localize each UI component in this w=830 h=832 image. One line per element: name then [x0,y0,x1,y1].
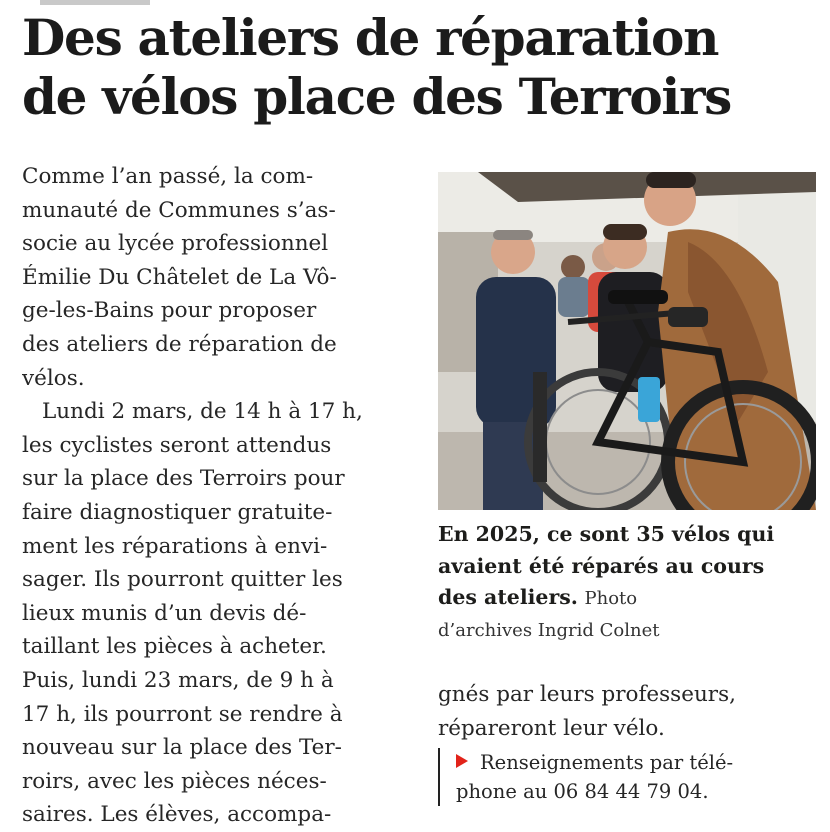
body-line: gnés par leurs professeurs, [438,682,736,707]
body-line: ment les réparations à envi- [22,533,328,559]
section-tab-strip [40,0,150,5]
body-line: répareront leur vélo. [438,715,665,741]
body-line: des ateliers de réparation de [22,331,337,357]
contact-info-box [438,748,830,806]
body-line: ge-les-Bains pour proposer [22,298,317,324]
triangle-right-icon [456,754,468,768]
article-body [22,160,412,832]
body-line: munauté de Communes s’as- [22,197,336,223]
caption-bold-line: avaient été réparés au cours [438,553,765,578]
body-line: socie au lycée professionnel [22,231,329,257]
body-line: Émilie Du Châtelet de La Vô- [22,264,337,290]
body-line: Puis, lundi 23 mars, de 9 h à [22,667,334,693]
body-line: Comme l’an passé, la com- [22,164,314,189]
article-body-continuation [438,678,818,745]
caption-bold-line: En 2025, ce sont 35 vélos qui [438,522,775,546]
photo-caption [438,519,818,646]
headline-line: de vélos place des Terroirs [22,67,731,126]
body-line: roirs, avec les pièces néces- [22,768,327,794]
body-line: faire diagnostiquer gratuite- [22,499,333,525]
info-text: phone au 06 84 44 79 04. [456,780,709,803]
caption-credit: Photo [584,588,638,609]
article-headline [22,8,812,126]
article-photo [438,172,816,510]
body-line: les cyclistes seront attendus [22,432,332,458]
body-line: 17 h, ils pourront se rendre à [22,701,343,727]
body-line: nouveau sur la place des Ter- [22,735,342,761]
bike-workshop-photo [438,172,816,510]
caption-credit: d’archives Ingrid Colnet [438,619,660,641]
body-line: sur la place des Terroirs pour [22,466,345,492]
headline-line: Des ateliers de réparation [22,8,719,67]
body-line: vélos. [22,365,85,391]
body-line: taillant les pièces à acheter. [22,634,327,660]
body-line: sager. Ils pourront quitter les [22,567,343,593]
body-line: Lundi 2 mars, de 14 h à 17 h, [42,399,363,425]
info-text: Renseignements par télé- [480,751,734,774]
body-line: lieux munis d’un devis dé- [22,600,307,626]
body-line: saires. Les élèves, accompa- [22,802,332,828]
caption-bold-line: des ateliers. [438,585,578,609]
